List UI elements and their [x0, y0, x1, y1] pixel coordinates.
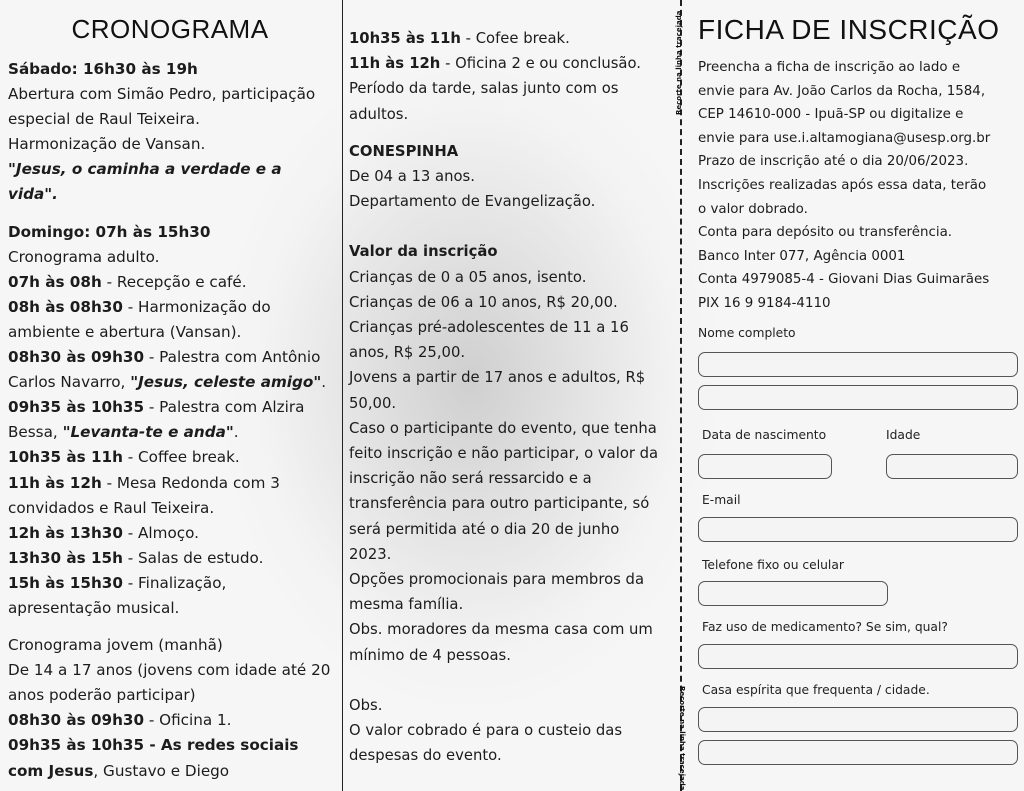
conespinha-line: De 04 a 13 anos.	[349, 168, 475, 186]
telefone-label: Telefone fixo ou celular	[702, 557, 844, 572]
nascimento-label: Data de nascimento	[702, 427, 827, 442]
schedule-time: 09h35 às 10h35	[8, 736, 145, 755]
ficha-line: CEP 14610-000 - Ipuã-SP ou digitalize e	[698, 107, 964, 123]
cronograma-title: CRONOGRAMA	[71, 14, 269, 44]
ficha-line: envie para Av. João Carlos da Rocha, 1584,	[698, 83, 986, 99]
schedule-text: - Almoço.	[122, 523, 199, 542]
schedule-text: - Harmonização do ambiente e abertura (Vansan).	[8, 297, 271, 341]
schedule-text: - Salas de estudo.	[122, 548, 264, 567]
schedule-item	[349, 51, 661, 76]
ficha-line: Conta para depósito ou transferência.	[698, 225, 953, 241]
valor-line: Opções promocionais para membros da mesma família.	[349, 571, 645, 614]
schedule-time: 08h30 às 09h30	[8, 348, 145, 367]
schedule-item	[8, 395, 332, 445]
cut-label-top: Recorte na linha tracejada	[675, 10, 683, 115]
schedule-text: - Oficina 1.	[144, 711, 232, 730]
sunday-heading: Domingo: 07h às 15h30	[8, 222, 211, 241]
schedule-text: - As redes sociais com Jesus	[8, 736, 299, 780]
afternoon-note: Período da tarde, salas junto com os adultos.	[349, 80, 619, 123]
cronograma-column	[0, 0, 340, 791]
valor-line: Obs. moradores da mesma casa com um mínimo de 4 pessoas.	[349, 621, 653, 664]
valor-line: Caso o participante do evento, que tenha feito inscrição e não participar, o valor da inscrição não será ressarcido e a transferência para outro participante, só será permitida até o dia 20 de junho 2023.	[349, 419, 659, 563]
column-divider	[342, 0, 343, 791]
ficha-title: FICHA DE INSCRIÇÃO	[698, 14, 1000, 45]
casa-field-2[interactable]	[698, 740, 1018, 765]
adult-label: Cronograma adulto.	[8, 247, 160, 266]
ficha-line: Conta 4979085-4 - Giovani Dias Guimarães	[698, 272, 990, 288]
schedule-item	[349, 26, 661, 51]
schedule-item	[8, 471, 332, 521]
schedule-text: - Mesa Redonda com 3 convidados e Raul Teixeira.	[8, 473, 280, 517]
medicamento-label: Faz uso de medicamento? Se sim, qual?	[702, 619, 948, 634]
saturday-line: Abertura com Simão Pedro, participação	[8, 85, 316, 104]
schedule-tail: .	[321, 373, 327, 392]
obs-title: Obs.	[349, 696, 383, 714]
schedule-time: 13h30 às 15h	[8, 548, 123, 567]
schedule-emphasis: "Jesus, celeste amigo"	[130, 373, 322, 392]
nascimento-field[interactable]	[698, 454, 832, 479]
schedule-time: 07h às 08h	[8, 272, 102, 291]
schedule-text: - Palestra com Antônio Carlos Navarro,	[8, 348, 321, 392]
ficha-line: Banco Inter 077, Agência 0001	[698, 248, 906, 264]
nome-field-1[interactable]	[698, 352, 1018, 377]
valor-line: Jovens a partir de 17 anos e adultos, R$ 50,00.	[349, 369, 646, 412]
idade-label: Idade	[886, 427, 921, 442]
obs-text: O valor cobrado é para o custeio das despesas do evento.	[349, 722, 623, 765]
schedule-time: 10h35 às 11h	[349, 30, 461, 47]
ficha-line: o valor dobrado.	[698, 201, 808, 217]
nascimento-idade-row	[698, 428, 1018, 442]
schedule-time: 08h às 08h30	[8, 297, 123, 316]
valor-title: Valor da inscrição	[349, 243, 498, 261]
schedule-item	[8, 270, 332, 295]
casa-label: Casa espírita que frequenta / cidade.	[702, 682, 930, 697]
medicamento-field[interactable]	[698, 644, 1018, 669]
schedule-time: 09h35 às 10h35	[8, 398, 145, 417]
schedule-text: - Oficina 2 e ou conclusão.	[440, 55, 641, 73]
schedule-item	[8, 345, 332, 395]
schedule-time: 08h30 às 09h30	[8, 711, 145, 730]
conespinha-line: Departamento de Evangelização.	[349, 193, 596, 211]
schedule-text: - Finalização, apresentação musical.	[8, 573, 227, 617]
cut-label-bottom: Recorte na linha tracejada	[678, 686, 686, 791]
schedule-time: 10h35 às 11h	[8, 448, 123, 467]
ficha-line: Preencha a ficha de inscrição ao lado e	[698, 60, 961, 75]
schedule-item	[8, 571, 332, 621]
ficha-line: Prazo de inscrição até o dia 20/06/2023.	[698, 154, 969, 170]
schedule-tail: .	[233, 423, 239, 442]
schedule-item	[8, 546, 332, 571]
schedule-item	[8, 733, 332, 783]
saturday-heading: Sábado: 16h30 às 19h	[8, 60, 198, 78]
saturday-line: Harmonização de Vansan.	[8, 135, 206, 154]
info-column	[345, 0, 665, 791]
saturday-theme: "Jesus, o caminha a verdade e a vida".	[8, 160, 282, 204]
nome-field-2[interactable]	[698, 385, 1018, 410]
valor-line: Crianças de 0 a 05 anos, isento.	[349, 268, 587, 286]
nome-label: Nome completo	[698, 325, 796, 340]
schedule-text: - Cofee break.	[460, 30, 570, 47]
schedule-tail: , Gustavo e Diego	[93, 761, 230, 780]
casa-field-1[interactable]	[698, 707, 1018, 732]
conespinha-title: CONESPINHA	[349, 142, 459, 160]
schedule-item	[8, 295, 332, 345]
youth-age: De 14 a 17 anos (jovens com idade até 20 anos poderão participar)	[8, 661, 331, 705]
ficha-column	[692, 0, 1024, 791]
schedule-emphasis: "Levanta-te e anda"	[62, 423, 234, 442]
valor-line: Crianças de 06 a 10 anos, R$ 20,00.	[349, 293, 618, 311]
idade-field[interactable]	[886, 454, 1018, 479]
email-field[interactable]	[698, 517, 1018, 542]
valor-line: Crianças pré-adolescentes de 11 a 16 anos, R$ 25,00.	[349, 319, 629, 362]
email-label: E-mail	[702, 492, 741, 507]
saturday-line: especial de Raul Teixeira.	[8, 110, 200, 129]
schedule-text: - Recepção e café.	[101, 272, 247, 291]
ficha-line: envie para use.i.altamogiana@usesp.org.br	[698, 130, 991, 146]
schedule-time: 12h às 13h30	[8, 523, 123, 542]
ficha-line: PIX 16 9 9184-4110	[698, 295, 831, 311]
youth-label: Cronograma jovem (manhã)	[8, 636, 223, 655]
schedule-item	[8, 445, 332, 470]
schedule-item	[8, 708, 332, 733]
schedule-time: 15h às 15h30	[8, 573, 123, 592]
ficha-line: Inscrições realizadas após essa data, terão	[698, 177, 987, 193]
schedule-time: 11h às 12h	[349, 55, 441, 73]
telefone-field[interactable]	[698, 581, 888, 606]
schedule-text: - Palestra com Alzira Bessa,	[8, 398, 305, 442]
schedule-text: - Coffee break.	[122, 448, 240, 467]
cut-line	[680, 0, 682, 791]
schedule-item	[8, 521, 332, 546]
schedule-time: 11h às 12h	[8, 473, 102, 492]
